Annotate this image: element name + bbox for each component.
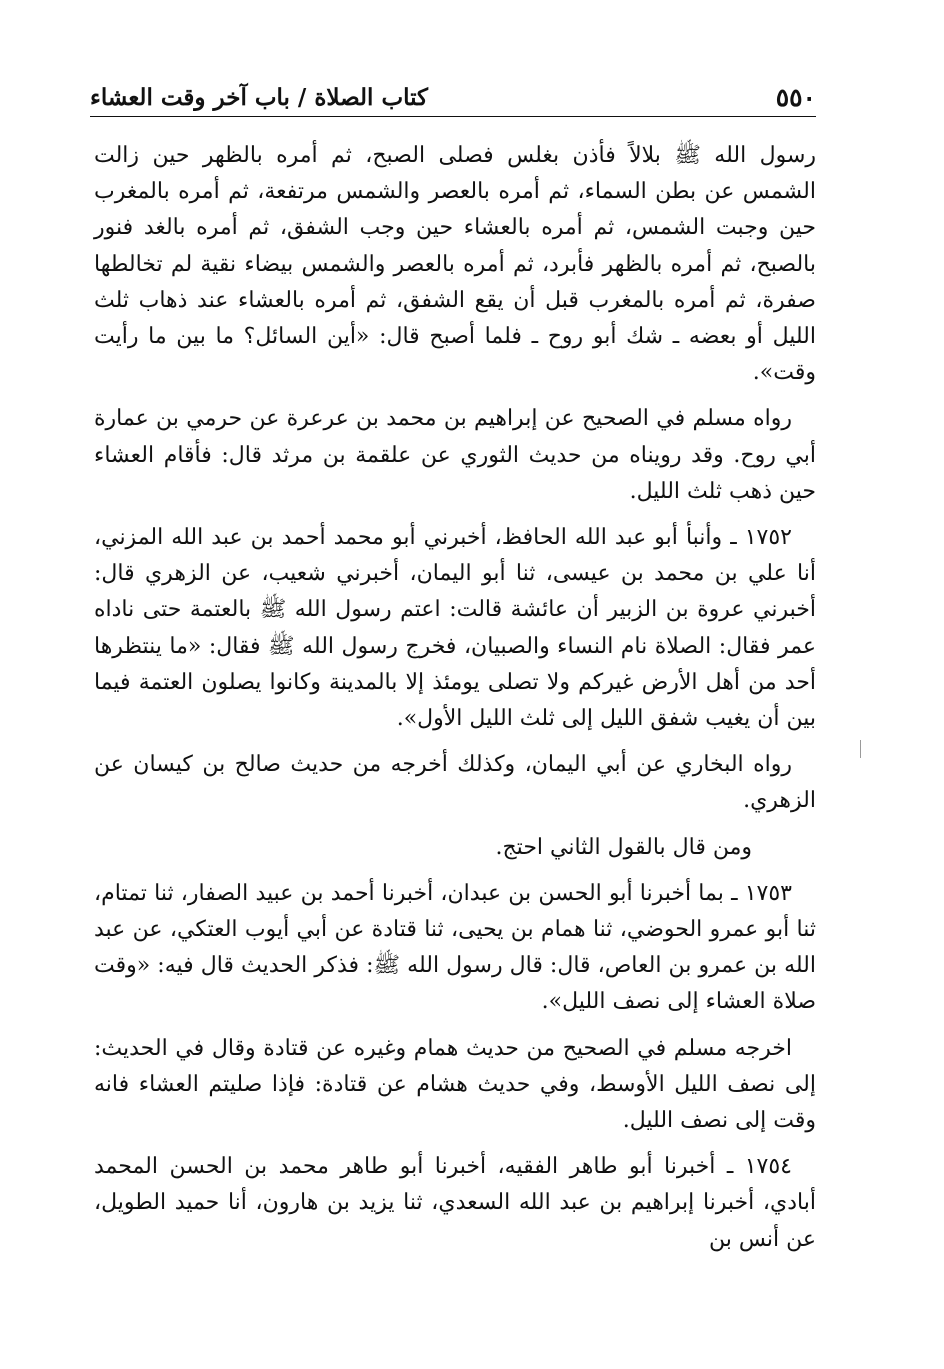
paragraph-hadith-1752: ١٧٥٢ ـ وأنبأ أبو عبد الله الحافظ، أخبرني أبو محمد أحمد بن عبد الله المزني، أنا علي بن محمد بن عيسى، ثنا أبو اليمان، أخبرني شعيب، عن الزهري قال: أخبرني عروة بن الزبير أن عائشة قالت: اعتم رسول الله ﷺ بالعتمة حتى ناداه عمر فقال: الصلاة نام النساء والصبيان، فخرج رسول الله ﷺ فقال: «ما ينتظرها أحد من أهل الأرض غيركم ولا تصلى يومئذ إلا بالمدينة وكانوا يصلون العتمة فيما بين أن يغيب شفق الليل إلى ثلث الليل الأول».: [94, 525, 816, 732]
paragraph-muslim-narration: رواه مسلم في الصحيح عن إبراهيم بن محمد بن عرعرة عن حرمي بن عمارة أبي روح. وقد رويناه من حديث الثوري عن علقمة بن مرثد قال: فأقام العشاء حين ذهب ثلث الليل.: [94, 406, 816, 504]
paragraph-hadith-continuation: رسول الله ﷺ بلالاً فأذن بغلس فصلى الصبح، ثم أمره بالظهر حين زالت الشمس عن بطن السماء، ثم أمره بالعصر والشمس مرتفعة، ثم أمره بالمغرب حين وجبت الشمس، ثم أمره بالعشاء حين وجب الشفق، ثم أمره بالغد فنور بالصبح، ثم أمره بالظهر فأبرد، ثم أمره بالعصر والشمس بيضاء نقية لم تخالطها صفرة، ثم أمره بالمغرب قبل أن يقع الشفق، ثم أمره بالعشاء عند ذهاب ثلث الليل أو بعضه ـ شك أبو روح ـ فلما أصبح قال: «أين السائل؟ ما بين ما رأيت وقت».: [94, 143, 816, 386]
paragraph-hadith-1754: ١٧٥٤ ـ أخبرنا أبو طاهر الفقيه، أخبرنا أبو طاهر محمد بن الحسن المحمد أبادي، أخبرنا إبراهيم بن عبد الله السعدي، ثنا يزيد بن هارون، أنا حميد الطويل، عن أنس بن: [94, 1154, 816, 1252]
page-header: [90, 82, 816, 117]
body-text: [94, 138, 816, 1268]
paragraph-bukhari-narration: رواه البخاري عن أبي اليمان، وكذلك أخرجه من حديث صالح بن كيسان عن الزهري.: [94, 752, 816, 814]
paragraph-muslim-takhrij: اخرجه مسلم في الصحيح من حديث همام وغيره عن قتادة وقال في الحديث: إلى نصف الليل الأوسط، وفي حديث هشام عن قتادة: فإذا صليتم العشاء فانه وقت إلى نصف الليل.: [94, 1035, 816, 1134]
paragraph-second-opinion: ومن قال بالقول الثاني احتج.: [495, 834, 752, 860]
margin-mark: [860, 740, 861, 758]
paragraph-hadith-1753: ١٧٥٣ ـ بما أخبرنا أبو الحسن بن عبدان، أخبرنا أحمد بن عبيد الصفار، ثنا تمتام، ثنا أبو عمرو الحوضي، ثنا همام بن يحيى، ثنا قتادة عن أبي أيوب العتكي، عن عبد الله بن عمرو بن العاص، قال: قال رسول الله ﷺ: فذكر الحديث قال فيه: «وقت صلاة العشاء إلى نصف الليل».: [94, 880, 816, 1015]
running-title: كتاب الصلاة / باب آخر وقت العشاء: [90, 82, 440, 114]
page-number: ٥٥٠: [764, 82, 816, 114]
